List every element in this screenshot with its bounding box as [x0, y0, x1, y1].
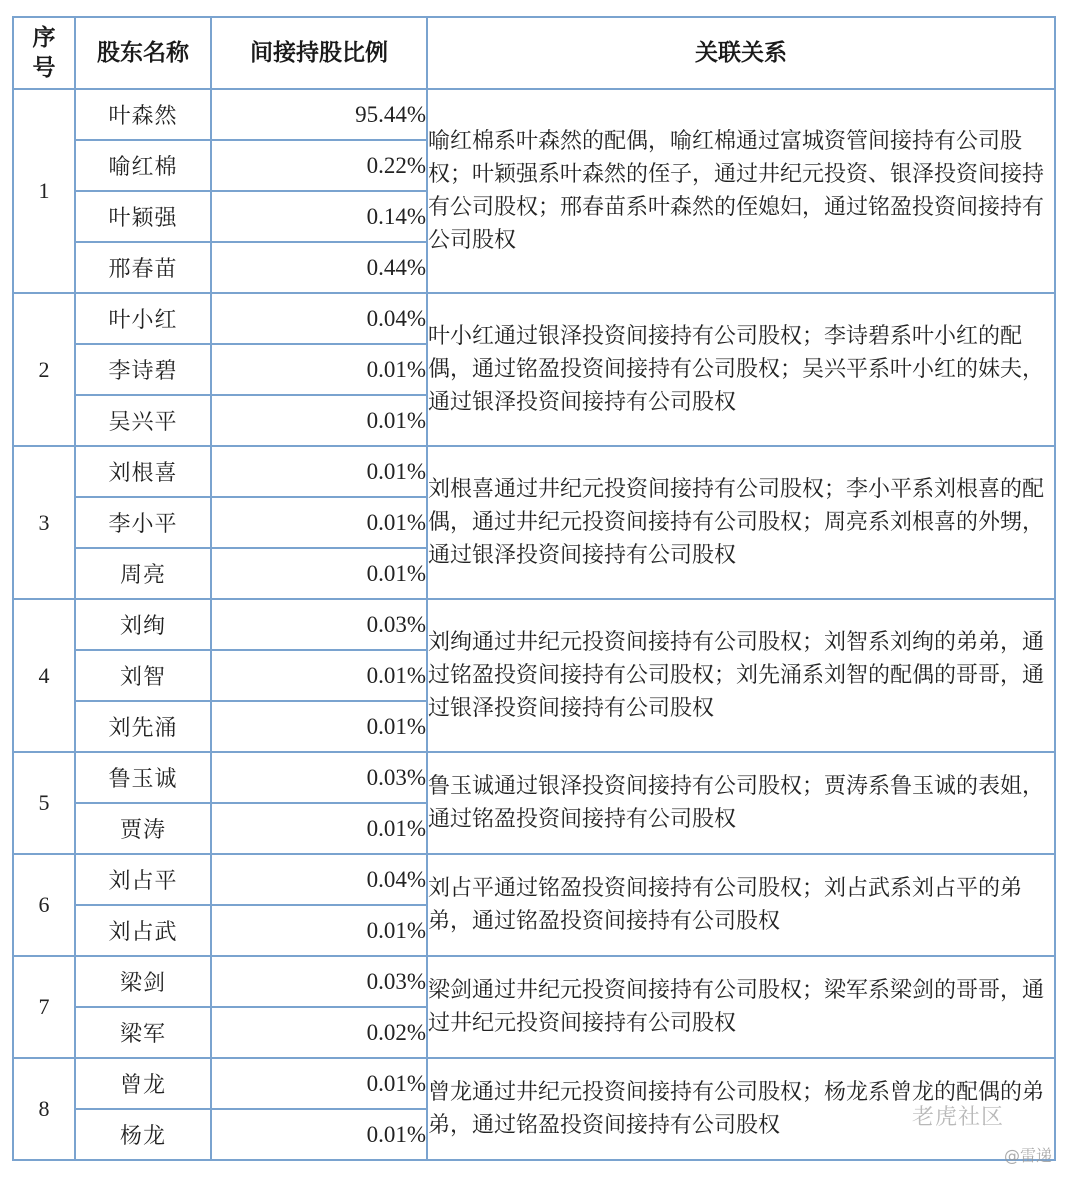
- relationship-description: 曾龙通过井纪元投资间接持有公司股权；杨龙系曾龙的配偶的弟弟，通过铭盈投资间接持有公司股权: [427, 1058, 1055, 1160]
- row-seq-number: 6: [13, 854, 75, 956]
- shareholder-name: 喻红棉: [75, 140, 211, 191]
- shareholding-ratio: 0.01%: [211, 1109, 427, 1160]
- shareholder-name: 刘占武: [75, 905, 211, 956]
- row-seq-number: 8: [13, 1058, 75, 1160]
- shareholding-ratio: 0.02%: [211, 1007, 427, 1058]
- shareholding-ratio: 0.22%: [211, 140, 427, 191]
- relationship-description: 梁剑通过井纪元投资间接持有公司股权；梁军系梁剑的哥哥，通过井纪元投资间接持有公司股权: [427, 956, 1055, 1058]
- shareholder-name: 贾涛: [75, 803, 211, 854]
- header-seq: 序号: [13, 17, 75, 89]
- shareholding-ratio: 0.01%: [211, 446, 427, 497]
- shareholder-name: 曾龙: [75, 1058, 211, 1109]
- shareholder-name: 刘绚: [75, 599, 211, 650]
- table-row: [13, 956, 1055, 1007]
- shareholding-ratio: 0.14%: [211, 191, 427, 242]
- shareholder-name: 梁军: [75, 1007, 211, 1058]
- shareholding-ratio: 0.04%: [211, 293, 427, 344]
- row-seq-number: 3: [13, 446, 75, 599]
- shareholding-ratio: 0.03%: [211, 599, 427, 650]
- header-ratio: 间接持股比例: [211, 17, 427, 89]
- shareholding-ratio: 0.01%: [211, 548, 427, 599]
- shareholder-name: 李诗碧: [75, 344, 211, 395]
- relationship-description: 鲁玉诚通过银泽投资间接持有公司股权；贾涛系鲁玉诚的表姐，通过铭盈投资间接持有公司股权: [427, 752, 1055, 854]
- shareholding-ratio: 0.01%: [211, 395, 427, 446]
- shareholder-table: [12, 16, 1056, 1161]
- shareholder-name: 鲁玉诚: [75, 752, 211, 803]
- table-row: [13, 599, 1055, 650]
- table-row: [13, 293, 1055, 344]
- table-row: [13, 446, 1055, 497]
- shareholding-ratio: 0.01%: [211, 701, 427, 752]
- shareholder-name: 李小平: [75, 497, 211, 548]
- shareholder-name: 叶森然: [75, 89, 211, 140]
- shareholder-name: 刘先涌: [75, 701, 211, 752]
- row-seq-number: 2: [13, 293, 75, 446]
- table-header-row: [13, 17, 1055, 89]
- shareholding-ratio: 0.44%: [211, 242, 427, 293]
- row-seq-number: 5: [13, 752, 75, 854]
- relationship-description: 刘根喜通过井纪元投资间接持有公司股权；李小平系刘根喜的配偶，通过井纪元投资间接持有公司股权；周亮系刘根喜的外甥，通过银泽投资间接持有公司股权: [427, 446, 1055, 599]
- watermark-logo: 老虎社区: [912, 1105, 1005, 1130]
- shareholder-name: 杨龙: [75, 1109, 211, 1160]
- watermark-handle: @雷递: [1004, 1146, 1053, 1165]
- shareholder-name: 叶小红: [75, 293, 211, 344]
- shareholding-ratio: 0.01%: [211, 803, 427, 854]
- shareholding-ratio: 0.01%: [211, 497, 427, 548]
- shareholding-ratio: 0.03%: [211, 956, 427, 1007]
- table-row: [13, 752, 1055, 803]
- shareholding-ratio: 0.01%: [211, 650, 427, 701]
- shareholder-name: 刘占平: [75, 854, 211, 905]
- shareholding-ratio: 0.01%: [211, 905, 427, 956]
- shareholding-ratio: 0.01%: [211, 344, 427, 395]
- table-row: [13, 854, 1055, 905]
- relationship-description: 叶小红通过银泽投资间接持有公司股权；李诗碧系叶小红的配偶，通过铭盈投资间接持有公司股权；吴兴平系叶小红的妹夫，通过银泽投资间接持有公司股权: [427, 293, 1055, 446]
- shareholder-name: 周亮: [75, 548, 211, 599]
- header-name: 股东名称: [75, 17, 211, 89]
- relationship-description: 刘占平通过铭盈投资间接持有公司股权；刘占武系刘占平的弟弟，通过铭盈投资间接持有公司股权: [427, 854, 1055, 956]
- table-row: [13, 1058, 1055, 1109]
- shareholder-name: 邢春苗: [75, 242, 211, 293]
- shareholder-name: 梁剑: [75, 956, 211, 1007]
- shareholding-ratio: 0.03%: [211, 752, 427, 803]
- table-row: [13, 89, 1055, 140]
- shareholder-name: 刘根喜: [75, 446, 211, 497]
- shareholder-name: 叶颖强: [75, 191, 211, 242]
- relationship-description: 喻红棉系叶森然的配偶，喻红棉通过富城资管间接持有公司股权；叶颖强系叶森然的侄子，通过井纪元投资、银泽投资间接持有公司股权；邢春苗系叶森然的侄媳妇，通过铭盈投资间接持有公司股权: [427, 89, 1055, 293]
- shareholding-ratio: 0.01%: [211, 1058, 427, 1109]
- shareholding-ratio: 95.44%: [211, 89, 427, 140]
- header-relation: 关联关系: [427, 17, 1055, 89]
- shareholder-name: 刘智: [75, 650, 211, 701]
- shareholding-ratio: 0.04%: [211, 854, 427, 905]
- relationship-description: 刘绚通过井纪元投资间接持有公司股权；刘智系刘绚的弟弟，通过铭盈投资间接持有公司股权；刘先涌系刘智的配偶的哥哥，通过银泽投资间接持有公司股权: [427, 599, 1055, 752]
- row-seq-number: 7: [13, 956, 75, 1058]
- table-body: [13, 89, 1055, 1160]
- row-seq-number: 1: [13, 89, 75, 293]
- row-seq-number: 4: [13, 599, 75, 752]
- shareholder-name: 吴兴平: [75, 395, 211, 446]
